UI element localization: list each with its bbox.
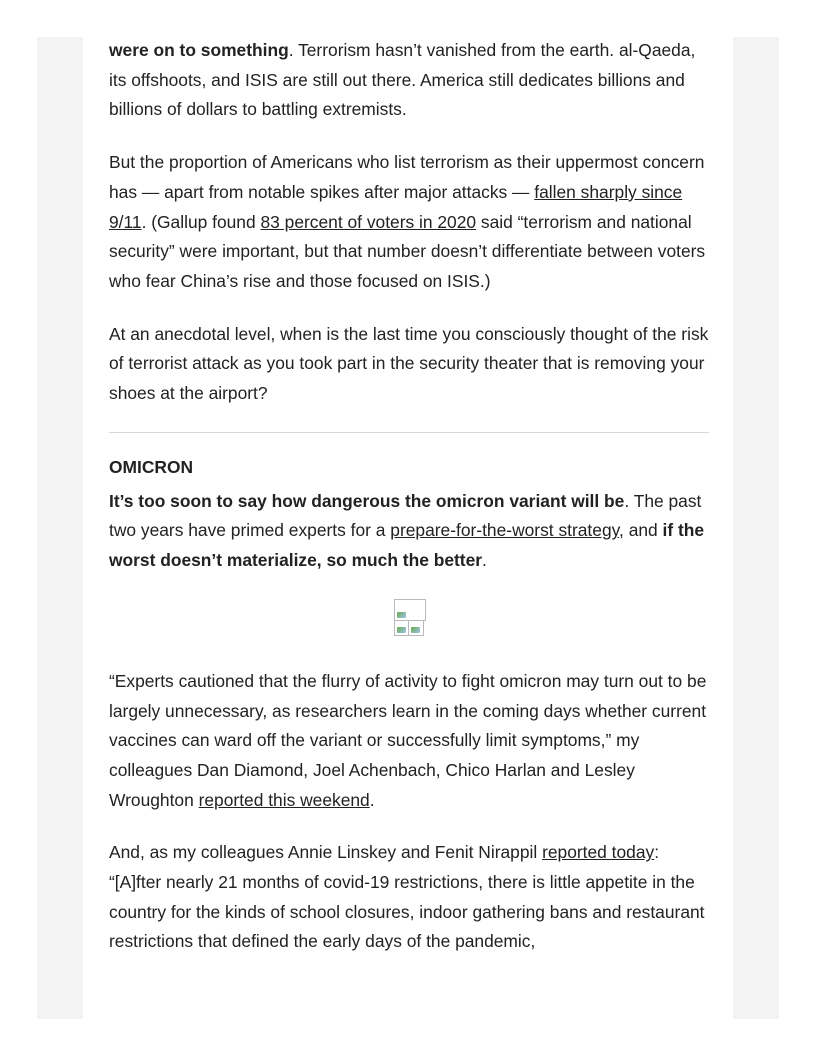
bold-statement-1: It’s too soon to say how dangerous the omicron variant will be bbox=[109, 490, 625, 511]
paragraph-5-quote: “Experts cautioned that the flurry of activity to fight omicron may turn out to be largely unnecessary, as researchers learn in the coming days whether current vaccines can ward off the variant or successfully limit symptoms,” my colleagues Dan Diamond, Joel Achenbach, Chico Harlan and Lesley Wroughton bbox=[109, 670, 707, 810]
paragraph-2-text-a: But the proportion of Americans who list terrorism as their uppermost concern has — apart from notable spikes after major attacks — bbox=[109, 152, 705, 202]
link-fallen-sharply[interactable]: fallen sharply since 9/11 bbox=[109, 181, 683, 232]
article-body bbox=[109, 36, 709, 980]
paragraph-6 bbox=[109, 838, 709, 957]
paragraph-3: At an anecdotal level, when is the last time you consciously thought of the risk of terrorist attack as you took part in the security theater that is removing your shoes at the airport? bbox=[109, 323, 709, 404]
section-label: OMICRON bbox=[109, 456, 194, 477]
link-reported-today[interactable]: reported today bbox=[542, 842, 655, 863]
paragraph-4-text-b: , and bbox=[619, 520, 663, 541]
paragraph-1 bbox=[109, 36, 709, 125]
paragraph-6-text-b: : “[A]fter nearly 21 months of covid-19 restrictions, there is little appetite in the country for the kinds of school closures, indoor gathering bans and restaurant restrictions that defined the early days of the pandemic, bbox=[109, 842, 705, 952]
link-reported-this-weekend[interactable]: reported this weekend bbox=[198, 789, 370, 810]
right-gutter bbox=[733, 37, 779, 1019]
paragraph-2 bbox=[109, 148, 709, 297]
paragraph-4-text-c: . bbox=[482, 550, 487, 571]
paragraph-5-end: . bbox=[369, 789, 375, 810]
bold-lead: were on to something bbox=[109, 40, 289, 60]
paragraph-4-text-a: . The past two years have primed experts for a bbox=[109, 490, 702, 541]
link-prepare-for-worst[interactable]: prepare-for-the-worst strategy bbox=[390, 520, 620, 541]
broken-image-icon bbox=[408, 620, 424, 636]
broken-image-icon bbox=[394, 599, 426, 621]
link-gallup-83-percent[interactable]: 83 percent of voters in 2020 bbox=[260, 211, 477, 232]
broken-image-cluster bbox=[391, 599, 427, 639]
paragraph-4 bbox=[109, 487, 709, 576]
paragraph-2-text-b: . (Gallup found bbox=[141, 211, 261, 232]
paragraph-2-text-c: said “terrorism and national security” were important, but that number doesn’t differentiate between voters who fear China’s rise and those focused on ISIS.) bbox=[109, 211, 706, 291]
paragraph-6-text-a: And, as my colleagues Annie Linskey and Fenit Nirappil bbox=[109, 842, 543, 863]
paragraph-5 bbox=[109, 667, 709, 816]
section-divider bbox=[109, 432, 709, 433]
bold-statement-2: if the worst doesn’t materialize, so much the better bbox=[109, 520, 705, 571]
paragraph-1-text: . Terrorism hasn’t vanished from the earth. al-Qaeda, its offshoots, and ISIS are still out there. America still dedicates billions and billions of dollars to battling extremists. bbox=[109, 40, 696, 120]
left-gutter bbox=[37, 37, 83, 1019]
